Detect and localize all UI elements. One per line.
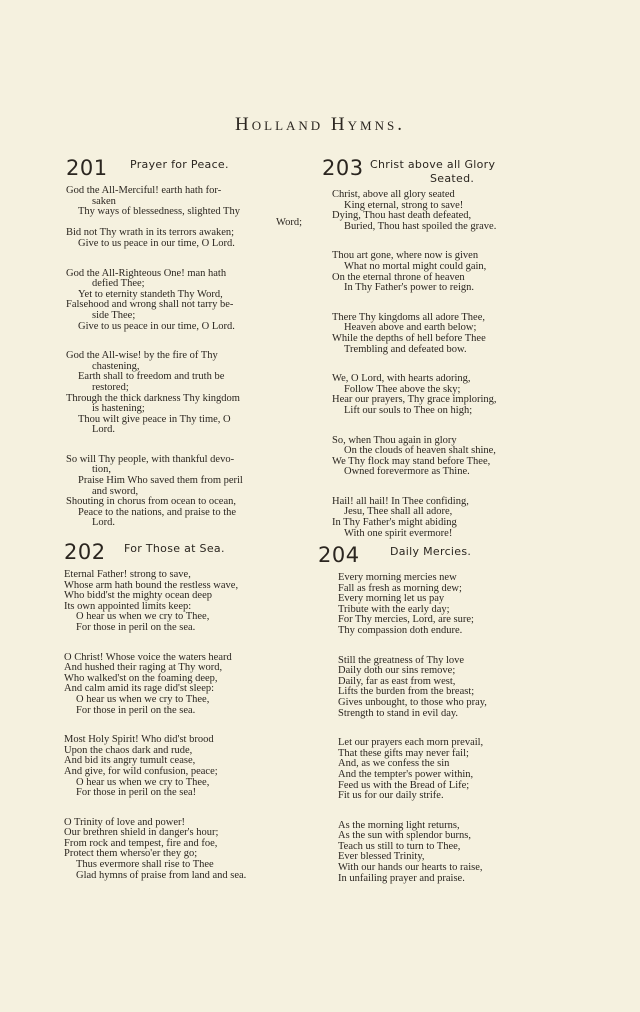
verse-line: In Thy Father's might abiding (332, 517, 457, 529)
verse-line: Word; (276, 216, 302, 228)
verse-line: In unfailing prayer and praise. (338, 872, 465, 884)
verse-line: Falsehood and wrong shall not tarry be- (66, 299, 234, 311)
verse-line: Daily doth our sins remove; (338, 665, 456, 677)
verse-line: Lifts the burden from the breast; (338, 686, 475, 698)
verse-line: Glad hymns of praise from land and sea. (76, 869, 247, 881)
verse-line: Whose arm hath bound the restless wave, (64, 579, 239, 591)
stanza (332, 497, 582, 539)
verse-line: As the sun with splendor burns, (338, 830, 471, 842)
verse-line: Upon the chaos dark and rude, (64, 744, 193, 756)
verse-line: defied Thee; (92, 278, 145, 290)
hymn-204 (318, 543, 578, 903)
verse-line: chastening, (92, 360, 140, 372)
verse-line: Trembling and defeated bow. (344, 343, 467, 355)
verse-line: While the depths of hell before Thee (332, 332, 486, 344)
stanza (338, 656, 578, 720)
verse-line: Jesu, Thee shall all adore, (344, 506, 453, 518)
verse-line: Our brethren shield in danger's hour; (64, 827, 219, 839)
stanza (338, 821, 578, 885)
stanza (332, 251, 582, 293)
hymn-202 (64, 540, 314, 900)
verse-line: Christ, above all glory seated (332, 189, 455, 200)
stanza (332, 190, 582, 232)
hymn-stanzas (322, 190, 582, 539)
verse-line: Its own appointed limits keep: (64, 600, 192, 612)
stanza (66, 351, 306, 436)
verse-line: God the All-Righteous One! man hath (66, 267, 227, 279)
hymn-stanzas (64, 570, 314, 881)
stanza (66, 186, 306, 250)
verse-line: Thou wilt give peace in Thy time, O (78, 413, 231, 425)
stanza (332, 374, 582, 416)
verse-line: Tribute with the early day; (338, 603, 450, 615)
verse-line: Hear our prayers, Thy grace imploring, (332, 394, 497, 406)
hymn-number: 202 (64, 540, 106, 564)
stanza (64, 653, 314, 717)
hymn-stanzas (318, 573, 578, 884)
verse-line: We, O Lord, with hearts adoring, (332, 373, 471, 385)
verse-line: Owned forevermore as Thine. (344, 466, 470, 478)
verse-line: Give to us peace in our time, O Lord. (78, 237, 235, 249)
stanza (332, 313, 582, 355)
verse-line: And bid its angry tumult cease, (64, 755, 196, 767)
hymn-201 (66, 156, 306, 548)
verse-line: saken (92, 195, 116, 207)
verse-line: Eternal Father! strong to save, (64, 569, 191, 580)
verse-line: On the clouds of heaven shalt shine, (344, 445, 496, 457)
verse-line: Strength to stand in evil day. (338, 707, 459, 719)
verse-line: Thus evermore shall rise to Thee (76, 859, 214, 871)
verse-line: Daily, far as east from west, (338, 675, 456, 687)
verse-line: Earth shall to freedom and truth be (78, 371, 225, 383)
verse-line: O hear us when we cry to Thee, (76, 693, 210, 705)
verse-line: Who bidd'st the mighty ocean deep (64, 590, 212, 602)
verse-line: Lift our souls to Thee on high; (344, 404, 473, 416)
verse-line: Bid not Thy wrath in its terrors awaken; (66, 227, 235, 239)
verse-line: Fall as fresh as morning dew; (338, 582, 462, 594)
verse-line: Thy ways of blessedness, slighted Thy (78, 206, 240, 218)
verse-line: Follow Thee above the sky; (344, 383, 461, 395)
verse-line: is hastening; (92, 403, 145, 415)
page-title: Holland Hymns. (235, 114, 405, 135)
verse-line: And calm amid its rage did'st sleep: (64, 683, 215, 695)
stanza (64, 818, 314, 882)
hymn-title-line-1: Christ above all Glory (370, 158, 496, 171)
verse-line: Lord. (92, 517, 116, 529)
verse-line: Yet to eternity standeth Thy Word, (78, 288, 223, 300)
verse-line: Thy compassion doth endure. (338, 624, 463, 636)
verse-line: restored; (92, 381, 129, 393)
verse-line: Most Holy Spirit! Who did'st brood (64, 734, 214, 746)
verse-line: Ever blessed Trinity, (338, 851, 425, 863)
verse-line: In Thy Father's power to reign. (344, 282, 475, 294)
verse-line: O hear us when we cry to Thee, (76, 611, 210, 623)
verse-line: side Thee; (92, 309, 136, 321)
hymn-title: Prayer for Peace. (130, 158, 229, 171)
verse-line: And, as we confess the sin (338, 758, 450, 770)
verse-line: and sword, (92, 485, 139, 497)
stanza (66, 455, 306, 529)
stanza (66, 269, 306, 333)
verse-line: Who walked'st on the foaming deep, (64, 672, 218, 684)
verse-line: Teach us still to turn to Thee, (338, 840, 461, 852)
verse-line: For Thy mercies, Lord, are sure; (338, 614, 474, 626)
verse-line: Thou art gone, where now is given (332, 250, 479, 262)
verse-line: tion, (92, 464, 111, 476)
verse-line: And the tempter's power within, (338, 768, 474, 780)
verse-line: Shouting in chorus from ocean to ocean, (66, 496, 236, 508)
verse-line: Every morning mercies new (338, 572, 457, 583)
verse-line: Heaven above and earth below; (344, 322, 477, 334)
verse-line: We Thy flock may stand before Thee, (332, 455, 491, 467)
verse-line: So will Thy people, with thankful devo- (66, 453, 235, 465)
verse-line: Still the greatness of Thy love (338, 654, 465, 666)
verse-line: Fit us for our daily strife. (338, 790, 444, 802)
hymn-stanzas (66, 186, 306, 529)
verse-line: That these gifts may never fail; (338, 747, 469, 759)
verse-line: As the morning light returns, (338, 819, 460, 831)
verse-line: What no mortal might could gain, (344, 260, 487, 272)
verse-line: Through the thick darkness Thy kingdom (66, 392, 240, 404)
verse-line: Let our prayers each morn prevail, (338, 737, 484, 749)
verse-line: For those in peril on the sea. (76, 704, 196, 716)
hymn-number: 201 (66, 156, 108, 180)
verse-line: O Trinity of love and power! (64, 816, 186, 828)
verse-line: For those in peril on the sea! (76, 787, 197, 799)
verse-line: For those in peril on the sea. (76, 621, 196, 633)
verse-line: O Christ! Whose voice the waters heard (64, 651, 232, 663)
verse-line: Gives unbought, to those who pray, (338, 696, 487, 708)
hymn-number: 203 (322, 156, 364, 180)
verse-line: Hail! all hail! In Thee confiding, (332, 495, 469, 507)
hymn-title-line-2: Seated. (430, 172, 475, 185)
verse-line: O hear us when we cry to Thee, (76, 776, 210, 788)
verse-line: Give to us peace in our time, O Lord. (78, 320, 235, 332)
hymn-number: 204 (318, 543, 360, 567)
verse-line: Protect them wherso'er they go; (64, 848, 198, 860)
verse-line: Buried, Thou hast spoiled the grave. (344, 220, 497, 232)
verse-line: There Thy kingdoms all adore Thee, (332, 311, 485, 323)
verse-line: From rock and tempest, fire and foe, (64, 837, 218, 849)
verse-line: With one spirit evermore! (344, 527, 453, 539)
verse-line: On the eternal throne of heaven (332, 271, 465, 283)
verse-line: God the All-wise! by the fire of Thy (66, 350, 218, 362)
verse-line: Praise Him Who saved them from peril (78, 475, 243, 487)
hymn-title: Daily Mercies. (390, 545, 472, 558)
hymn-title (370, 158, 530, 186)
stanza (338, 738, 578, 802)
hymn-title: For Those at Sea. (124, 542, 225, 555)
verse-line: With our hands our hearts to raise, (338, 862, 483, 874)
stanza (338, 573, 578, 637)
stanza (64, 570, 314, 634)
verse-line: Dying, Thou hast death defeated, (332, 210, 472, 222)
stanza (332, 436, 582, 478)
stanza (64, 735, 314, 799)
verse-line: Feed us with the Bread of Life; (338, 779, 470, 791)
verse-line: And give, for wild confusion, peace; (64, 765, 218, 777)
hymn-203 (322, 156, 582, 558)
verse-line: Peace to the nations, and praise to the (78, 506, 237, 518)
verse-line: Lord. (92, 424, 116, 436)
verse-line: Every morning let us pay (338, 593, 445, 605)
verse-line: And hushed their raging at Thy word, (64, 662, 223, 674)
verse-line: So, when Thou again in glory (332, 434, 457, 446)
verse-line: King eternal, strong to save! (344, 199, 464, 211)
verse-line: God the All-Merciful! earth hath for- (66, 185, 222, 196)
